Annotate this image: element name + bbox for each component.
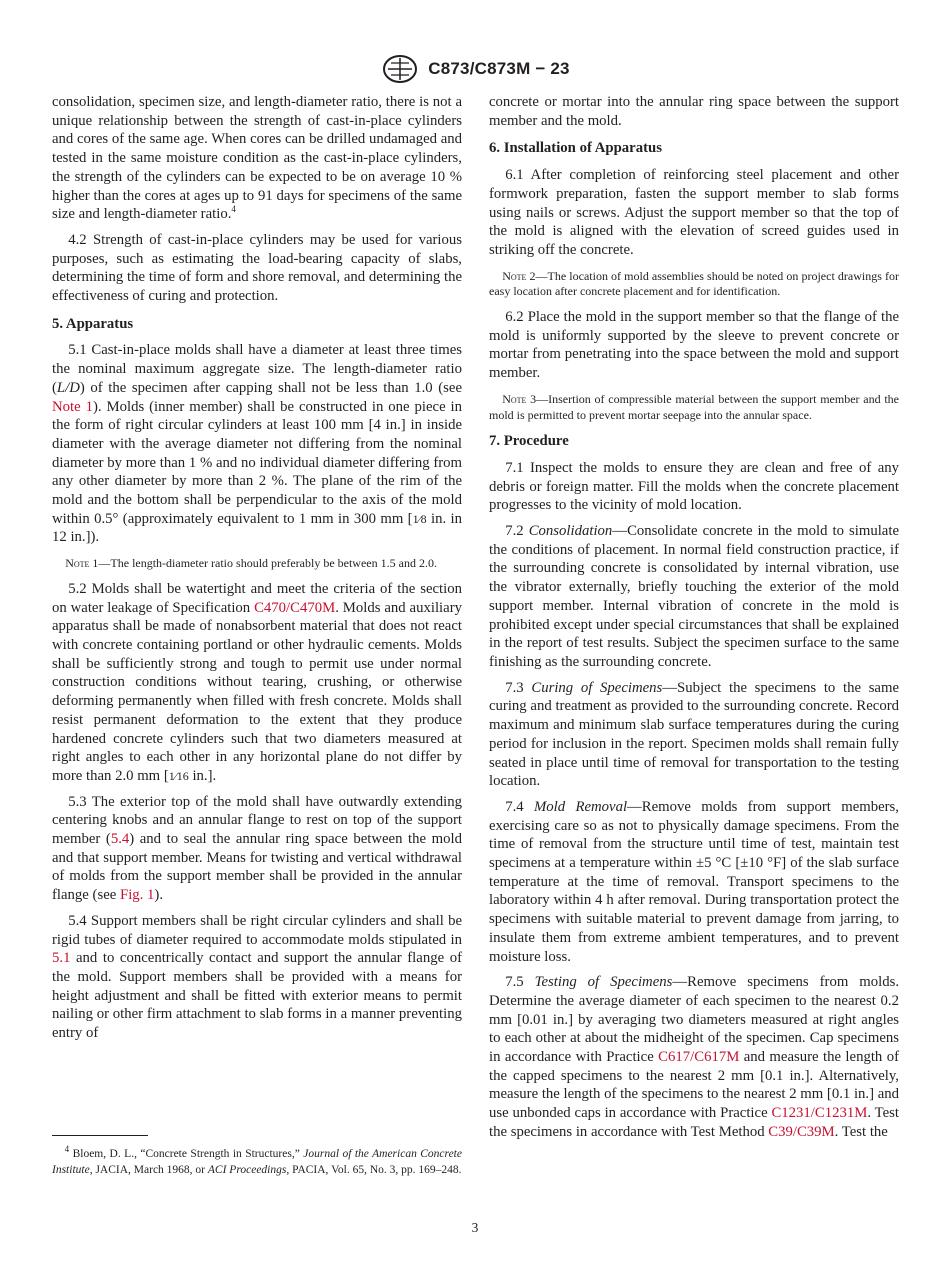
- paragraph-7-1: 7.1 Inspect the molds to ensure they are clean and free of any debris or foreign matter. Fill the molds when the concrete placement progresses to the vicinity of mold location.: [489, 459, 899, 514]
- footnote-ref[interactable]: 4: [231, 204, 236, 215]
- footnote-4: $^4$ Bloem, D. L., “Concrete Strength in Structures,” Journal of the American Concrete Institute, JACIA, March 1968, or ACI Proceedings, PACIA, Vol. 65, No. 3, pp. 169–248.: [52, 1144, 462, 1176]
- section-heading-apparatus: 5. Apparatus: [52, 315, 134, 332]
- note-1: Note 1—The length-diameter ratio should preferably be between 1.5 and 2.0.: [65, 556, 437, 571]
- astm-logo: [380, 54, 420, 84]
- link-note-1[interactable]: Note 1: [52, 398, 93, 415]
- footnote-divider: [52, 1135, 148, 1136]
- paragraph-6-1: 6.1 After completion of reinforcing steel placement and other formwork preparation, fasten the support member to slab forms using nails or screws. Adjust the support member so that the top of the mold is aligned with the elevation of screed guides used in striking off the concrete.: [489, 167, 899, 258]
- paragraph-5-3: 5.3 The exterior top of the mold shall have outwardly extending centering knobs and an annular flange to rest on top of the support member (5.4) and to seal the annular ring space between the mold and that support member. Means for twisting and vertical withdrawal of molds from the support member shall be provided in the annular flange (see Fig. 1).: [52, 793, 462, 904]
- paragraph-continuation: consolidation, specimen size, and length-diameter ratio, there is not a unique relationship between the strength of cast-in-place cylinders and cores of the same age. When cores can be drilled undamaged and tested in the same moisture condition as the cast-in-place cylinders, the strength of the cylinders can be expected to be on average 10 % higher than the cores at ages up to 91 days for specimens of the same size and length-diameter ratio.$^4$: [52, 94, 462, 223]
- paragraph-7-4: 7.4 Mold Removal—Remove molds from support members, exercising care so as not to physically damage specimens. From the time of removal from the structure until time of test, maintain test specimens at a temperature within ±5 °C [±10 °F] of the slab surface temperature at the time of removal. Transport specimens to the laboratory within 4 h after removal. During transportation protect the specimens with suitable material to prevent damage from jarring, to insulate them from extreme ambient temperatures, and to prevent moisture loss.: [489, 798, 899, 965]
- link-c1231[interactable]: C1231/C1231M: [771, 1105, 868, 1122]
- paragraph-7-2: 7.2 Consolidation—Consolidate concrete in the mold to simulate the conditions of placement. In normal field construction practice, if the surrounding concrete is consolidated by internal vibration, use the vibrator externally, briefly touching the exterior of the mold support member. Internal vibration of concrete in the mold is prohibited except under special circumstances that shall be explained in the report of test results. Subject the specimen surface to the same finishing as the surrounding concrete.: [489, 523, 899, 670]
- paragraph-continuation-right: concrete or mortar into the annular ring space between the support member and the mold.: [489, 94, 899, 129]
- right-column: [489, 93, 899, 1149]
- section-heading-installation: 6. Installation of Apparatus: [489, 140, 662, 157]
- paragraph-7-5: 7.5 Testing of Specimens—Remove specimens from molds. Determine the average diameter of each specimen to the nearest 0.2 mm [0.01 in.] by averaging two diameters measured at right angles to each other at about the midheight of the specimen. Cap specimens in accordance with Practice C617/C617M and measure the length of the capped specimens to the nearest 2 mm [0.1 in.]. Alternatively, measure the length of the specimens to the nearest 2 mm [0.1 in.] and use unbonded caps in accordance with Practice C1231/C1231M. Test the specimens in accordance with Test Method C39/C39M. Test the: [489, 974, 900, 1140]
- link-fig-1[interactable]: Fig. 1: [119, 887, 155, 904]
- section-heading-procedure: 7. Procedure: [489, 433, 569, 450]
- link-c39[interactable]: C39/C39M: [768, 1123, 835, 1140]
- left-column: [52, 93, 462, 1050]
- link-5-1[interactable]: 5.1: [52, 950, 71, 967]
- note-3: Note 3—Insertion of compressible material between the support member and the mold is permitted to prevent mortar seepage into the annular space.: [489, 391, 899, 422]
- paragraph-7-3: 7.3 Curing of Specimens—Subject the specimens to the same curing and treatment as provided to the surrounding concrete. Record maximum and minimum slab surface temperatures during the curing period for inclusion in the report. Specimen molds shall remain fully seated in place until time of removal for transportation to the testing location.: [489, 679, 900, 790]
- paragraph-5-4: 5.4 Support members shall be right circular cylinders and shall be rigid tubes of diameter required to accommodate molds stipulated in 5.1 and to concentrically contact and support the annular flange of the mold. Support members shall be provided with a means for height adjustment and shall be fitted with exterior means to permit nailing or other firm attachment to slab forms in a manner preventing entry of: [52, 912, 462, 1042]
- paragraph-5-2: 5.2 Molds shall be watertight and meet the criteria of the section on water leakage of Specification C470/C470M. Molds and auxiliary apparatus shall be made of nonabsorbent material that does not react with concrete containing portland or other hydraulic cements. Molds shall be sufficiently strong and tough to permit use under normal construction conditions without tearing, crushing, or otherwise deforming permanently when filled with fresh concrete. Molds shall resist permanent deformation to the extent that they produce hardened concrete cylinders such that two diameters measured at right angles to each other in any horizontal plane do not differ by more than 2.0 mm [1⁄16 in.].: [52, 580, 462, 784]
- paragraph-4-2: 4.2 Strength of cast-in-place cylinders may be used for various purposes, such as estimating the load-bearing capacity of slabs, determining the time of form and shore removal, and determining the effectiveness of curing and protection.: [52, 231, 462, 305]
- link-c470[interactable]: C470/C470M: [254, 599, 336, 616]
- note-2: Note 2—The location of mold assemblies should be noted on project drawings for easy location after concrete placement and for identification.: [489, 268, 899, 299]
- paragraph-6-2: 6.2 Place the mold in the support member so that the flange of the mold is uniformly supported by the sleeve to prevent concrete or mortar from penetrating into the space between the mold and support member.: [489, 309, 899, 382]
- paragraph-5-1: 5.1 Cast-in-place molds shall have a diameter at least three times the nominal maximum aggregate size. The length-diameter ratio (L/D) of the specimen after capping shall not be less than 1.0 (see Note 1). Molds (inner member) shall be constructed in one piece in the form of right circular cylinders at least 100 mm [4 in.] in inside diameter with the average diameter not differing from the nominal diameter by more than 1 % and no individual diameter differing from any other diameter by more than 2 %. The plane of the rim of the mold and the bottom shall be perpendicular to the axis of the mold within 0.5° (approximately equivalent to 1 mm in 300 mm [1⁄8 in. in 12 in.]).: [52, 342, 462, 546]
- standard-designation: C873/C873M − 23: [428, 59, 570, 78]
- page-number: 3: [471, 1220, 479, 1235]
- page-header: [0, 54, 950, 84]
- link-5-4[interactable]: 5.4: [110, 831, 130, 848]
- link-c617[interactable]: C617/C617M: [658, 1049, 740, 1066]
